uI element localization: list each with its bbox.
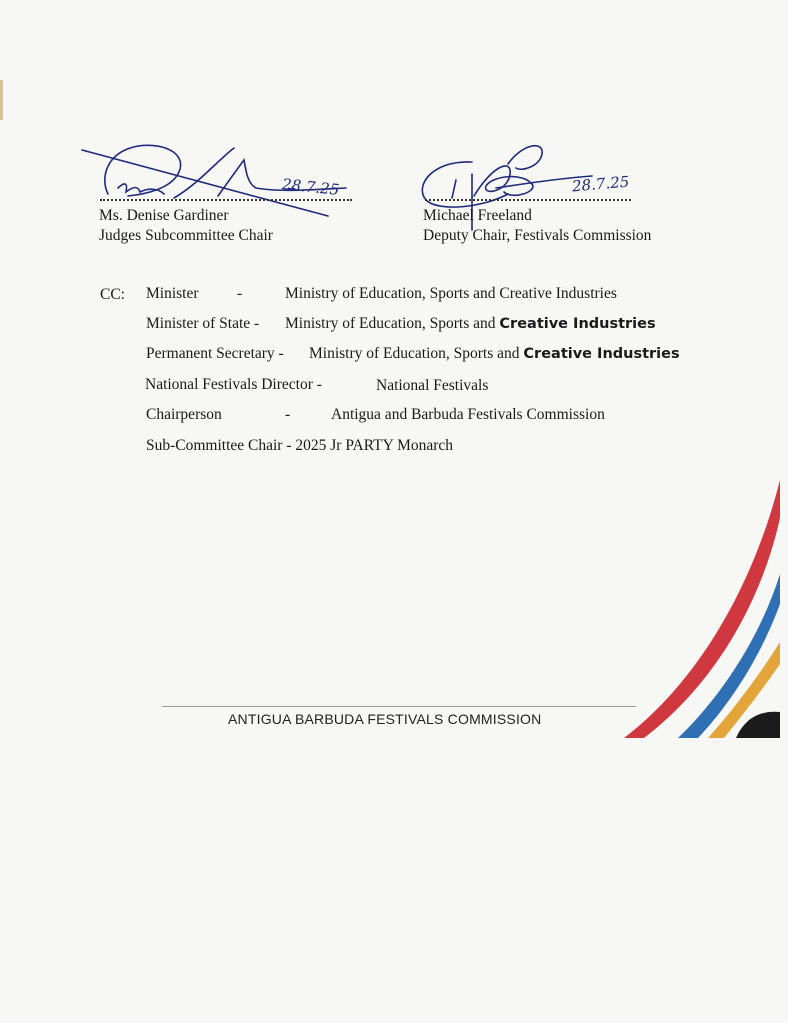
cc-row-2-org-bold: Creative Industries bbox=[499, 316, 656, 332]
cc-row-5-separator: - bbox=[285, 406, 291, 423]
cc-row-3-org-bold: Creative Industries bbox=[523, 346, 680, 362]
cc-row-1-recipient: Minister bbox=[146, 285, 199, 302]
signature-2-line bbox=[425, 199, 631, 201]
scan-mark-left bbox=[0, 80, 3, 120]
cc-row-3-recipient: Permanent Secretary - bbox=[146, 345, 284, 362]
cc-label: CC: bbox=[100, 286, 125, 303]
cc-row-4-recipient: National Festivals Director - bbox=[145, 376, 322, 393]
cc-row-5-recipient: Chairperson bbox=[146, 406, 222, 423]
cc-row-1-separator: - bbox=[237, 285, 243, 302]
cc-row-2-org-text: Ministry of Education, Sports and bbox=[285, 315, 496, 332]
footer-organization: ANTIGUA BARBUDA FESTIVALS COMMISSION bbox=[228, 711, 542, 727]
cc-row-4-organization: National Festivals bbox=[376, 377, 489, 394]
swoosh-black bbox=[736, 712, 780, 738]
cc-row-3-organization bbox=[309, 345, 680, 363]
signature-1-line bbox=[100, 199, 352, 201]
footer-rule bbox=[162, 706, 636, 707]
cc-row-2-organization bbox=[285, 315, 656, 333]
signature-1-date: 28.7.25 bbox=[281, 175, 341, 199]
cc-row-5-organization: Antigua and Barbuda Festivals Commission bbox=[331, 406, 605, 423]
signatory-1-title: Judges Subcommittee Chair bbox=[99, 227, 273, 244]
cc-row-1-organization: Ministry of Education, Sports and Creative Industries bbox=[285, 285, 617, 302]
cc-row-6-recipient: Sub-Committee Chair - 2025 Jr PARTY Monarch bbox=[146, 437, 454, 454]
signatory-1-name: Ms. Denise Gardiner bbox=[99, 207, 229, 224]
signatory-2-name: Michael Freeland bbox=[423, 207, 532, 224]
swoosh-red bbox=[624, 480, 780, 738]
signature-2-date: 28.7.25 bbox=[571, 172, 630, 196]
signatory-2-title: Deputy Chair, Festivals Commission bbox=[423, 227, 652, 244]
festival-swoosh-logo bbox=[620, 478, 780, 740]
cc-row-2-recipient: Minister of State - bbox=[146, 315, 260, 332]
cc-row-3-org-text: Ministry of Education, Sports and bbox=[309, 345, 520, 362]
